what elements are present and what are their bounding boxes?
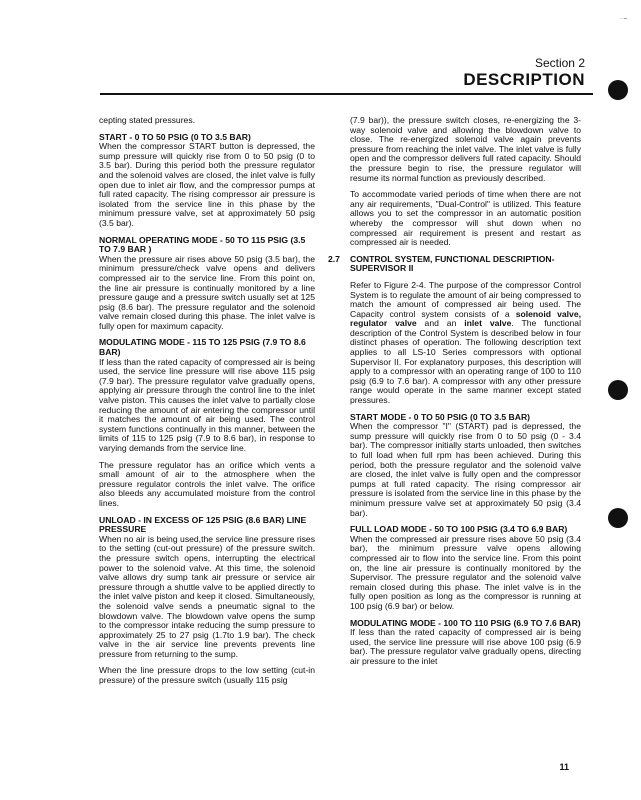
- full-load-body: When the compressed air pressure rises above 50 psig (3.4 bar), the minimum pressure valve opens allowing compressed air to flow into the service line. From this point on, the line air pressure is continually monitored by the Supervisor. The pressure regulator and the solenoid valve remain closed during this phase. The inlet valve is in the fully open position as long as the compressor is running at 100 psig (6.9 bar) or below.: [350, 533, 581, 611]
- right-column: [328, 115, 581, 673]
- modulating-heading: MODULATING MODE - 115 TO 125 PSIG (7.9 TO 8.6 BAR): [99, 337, 306, 358]
- binder-hole-middle: [608, 380, 628, 400]
- section-header: [463, 56, 585, 90]
- control-system-intro: Refer to Figure 2-4. The purpose of the compressor Control System is to regulate the amount of air being compressed to match the amount of compressed air being used. The Capacity control system consists of a solenoid valve, regulator valve and an inlet valve. The functional description of the Control System is described below in four distinct phases of operation. The following description text applies to all LS-10 Series compressors with optional Supervisor II. For explanatory purposes, this description will apply to a compressor with an operating range of 100 to 110 psig (6.9 to 7.6 bar). A compressor with any other pressure range would operate in the same manner except stated pressures.: [350, 279, 581, 406]
- page-corner-mark: · –: [619, 16, 627, 22]
- section-title: DESCRIPTION: [463, 70, 585, 89]
- regulator-orifice-paragraph: The pressure regulator has an orifice which vents a small amount of air to the atmosphere when the pressure regulator controls the inlet valve. The orifice also bleeds any accumulated moisture from the control lines.: [99, 459, 315, 508]
- modulating-mode-body: If less than the rated capacity of compressed air is being used, the service line pressure will rise above 100 psig (6.9 bar). The pressure regulator valve gradually opens, directing air pressure to the inlet: [350, 627, 581, 666]
- binder-hole-lower: [608, 508, 628, 528]
- cut-in-paragraph: When the line pressure drops to the low setting (cut-in pressure) of the pressure switch (usually 115 psig: [99, 665, 315, 686]
- section-2-7-heading: [328, 255, 581, 274]
- continued-paragraph-right: (7.9 bar)), the pressure switch closes, re-energizing the 3-way solenoid valve and allowing the blowdown valve to close. The re-energized solenoid valve again prevents pressure from reaching the inlet valve. The inlet valve is fully open and the compressor delivers full rated capacity. Should the pressure begin to rise, the pressure regulator will resume its normal function as previously described.: [350, 115, 581, 183]
- modulating-body: If less than the rated capacity of compressed air is being used, the service line pressure will rise above 115 psig (7.9 bar). The pressure regulator valve gradually opens, applying air pressure through the control line to the inlet valve piston. This causes the inlet valve to partially close reducing the amount of air entering the compressor until it matches the amount of air being used. The control system functions continually in this manner, between the limits of 115 to 125 psig (7.9 to 8.6 bar), in response to varying demands from the service line.: [99, 356, 315, 453]
- dual-control-paragraph: To accommodate varied periods of time when there are not any air requirements, "Dual-Control" is utilized. This feature allows you to set the compressor in an automatic position whereby the compressor will shut down when no compressed air requirement is present and restart as compressed air is needed.: [350, 189, 581, 248]
- normal-operating-heading: NORMAL OPERATING MODE - 50 TO 115 PSIG (3.5 TO 7.9 BAR ): [99, 234, 306, 255]
- binder-hole-top: [608, 80, 628, 100]
- section-label: Section 2: [534, 56, 585, 70]
- section-number: 2.7: [328, 253, 340, 264]
- start-mode-heading: START MODE - 0 TO 50 PSIG (0 TO 3.5 BAR): [350, 411, 531, 422]
- full-load-heading: FULL LOAD MODE - 50 TO 100 PSIG (3.4 TO 6.9 BAR): [350, 524, 568, 535]
- modulating-mode-heading: MODULATING MODE - 100 TO 110 PSIG (6.9 TO 7.6 BAR): [350, 617, 581, 628]
- continued-paragraph: cepting stated pressures.: [99, 115, 196, 125]
- unload-heading: UNLOAD - IN EXCESS OF 125 PSIG (8.6 BAR) LINE PRESSURE: [99, 514, 307, 535]
- left-column: [99, 116, 315, 693]
- page-number: 11: [559, 762, 569, 772]
- start-mode-body: When the compressor "I" (START) pad is depressed, the sump pressure will quickly rise from 0 to 50 psig (0 - 3.4 bar). The compressor initially starts unloaded, then switches to full load when full rpm has been achieved. During this period, both the pressure regulator and the solenoid valve are closed, the inlet valve is fully open and the compressor pumps at full rated capacity. The rising compressor air pressure is isolated from the service line in this phase by the minimum pressure valve set at approximately 50 psig (3.4 bar).: [350, 421, 581, 518]
- unload-body: When no air is being used,the service line pressure rises to the setting (cut-out pressure) of the pressure switch. the pressure switch opens, interrupting the electrical power to the solenoid valve. At this time, the solenoid valve allows dry sump tank air pressure or service air pressure through a shuttle valve to be applied directly to the inlet valve piston and keep it closed. Simultaneously, the solenoid valve sends a pneumatic signal to the blowdown valve. The blowdown valve opens the sump to the compressor intake reducing the sump pressure to approximately 25 to 27 psig (1.7to 1.9 bar). The check valve in the air service line prevents prevents line pressure from returning to the sump.: [99, 533, 315, 659]
- header-divider: [100, 93, 593, 95]
- start-heading: START - 0 TO 50 PSIG (0 TO 3.5 BAR): [99, 131, 251, 142]
- section-heading-text: CONTROL SYSTEM, FUNCTIONAL DESCRIPTION- SUPERVISOR II: [350, 253, 555, 274]
- normal-operating-body: When the pressure air rises above 50 psig (3.5 bar), the minimum pressure/check valve opens and delivers compressed air to the service line. From this point on, the line air pressure is continually monitored by a line pressure gauge and a pressure switch usually set at 125 psig (8.6 bar). The pressure regulator and the solenoid valve remain closed during this phase. The inlet valve is fully open for maximum capacity.: [99, 253, 315, 331]
- start-body: When the compressor START button is depressed, the sump pressure will quickly rise from 0 to 50 psig (0 to 3.5 bar). During this period both the pressure regulator and the solenoid valves are closed, the inlet valve is fully open due to inlet air flow, and the compressor pumps at full rated capacity. The rising compressor air pressure is isolated from the service line in this phase by the minimum pressure valve, set at approximately 50 psig (3.5 bar).: [99, 141, 315, 228]
